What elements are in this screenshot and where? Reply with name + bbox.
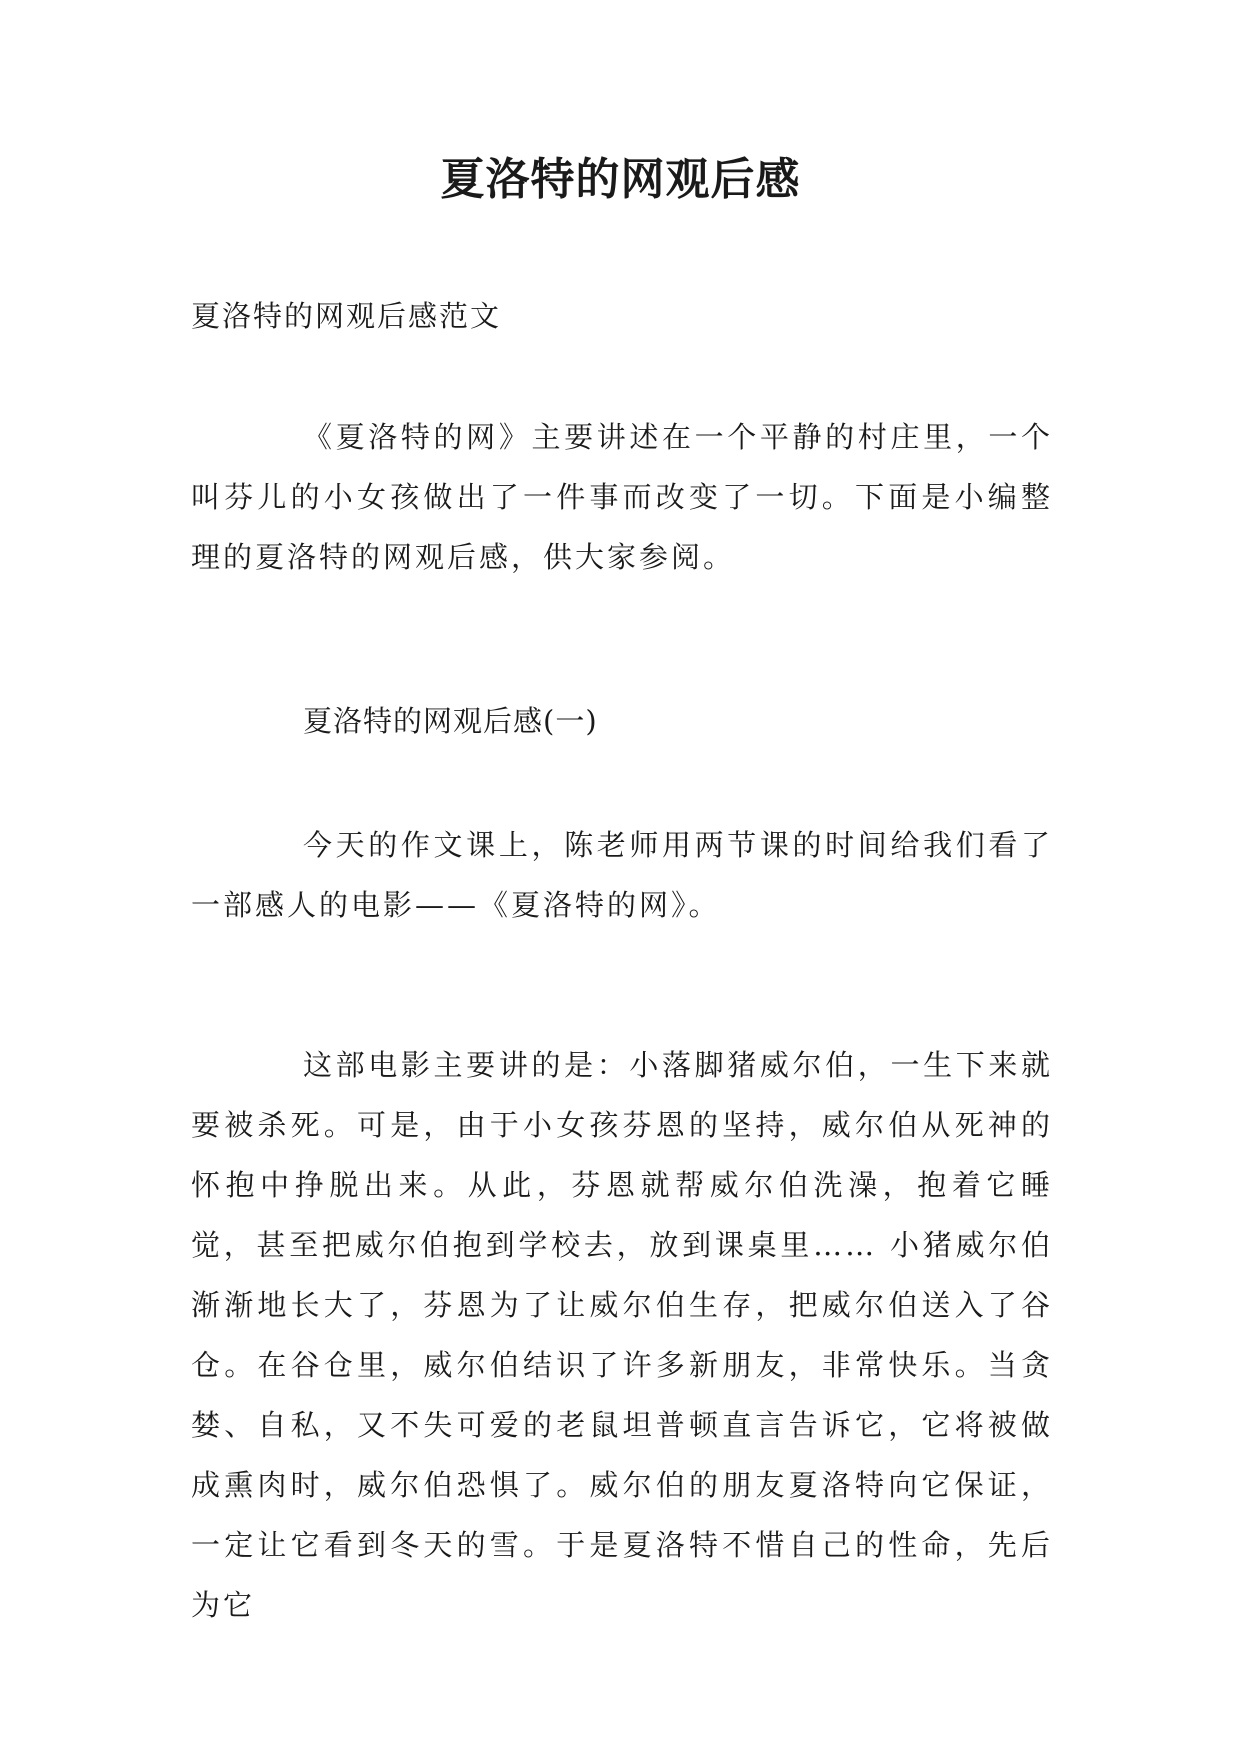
body-paragraph-2: 这部电影主要讲的是：小落脚猪威尔伯，一生下来就要被杀死。可是，由于小女孩芬恩的坚持，威尔伯从死神的怀抱中挣脱出来。从此，芬恩就帮威尔伯洗澡，抱着它睡觉，甚至把威尔伯抱到学校去，放到课桌里…… 小猪威尔伯渐渐地长大了，芬恩为了让威尔伯生存，把威尔伯送入了谷仓。在谷仓里，威尔伯结识了许多新朋友，非常快乐。当贪婪、自私，又不失可爱的老鼠坦普顿直言告诉它，它将被做成熏肉时，威尔伯恐惧了。威尔伯的朋友夏洛特向它保证，一定让它看到冬天的雪。于是夏洛特不惜自己的性命，先后为它 [191,1048,1053,1622]
document-subtitle: 夏洛特的网观后感范文 [191,299,502,333]
document-title: 夏洛特的网观后感 [440,154,801,205]
section-heading: 夏洛特的网观后感(一) [303,704,598,738]
intro-paragraph: 《夏洛特的网》主要讲述在一个平静的村庄里，一个叫芬儿的小女孩做出了一件事而改变了一切。下面是小编整理的夏洛特的网观后感，供大家参阅。 [191,420,1053,574]
body-paragraph-1: 今天的作文课上，陈老师用两节课的时间给我们看了一部感人的电影——《夏洛特的网》。 [191,828,1053,922]
